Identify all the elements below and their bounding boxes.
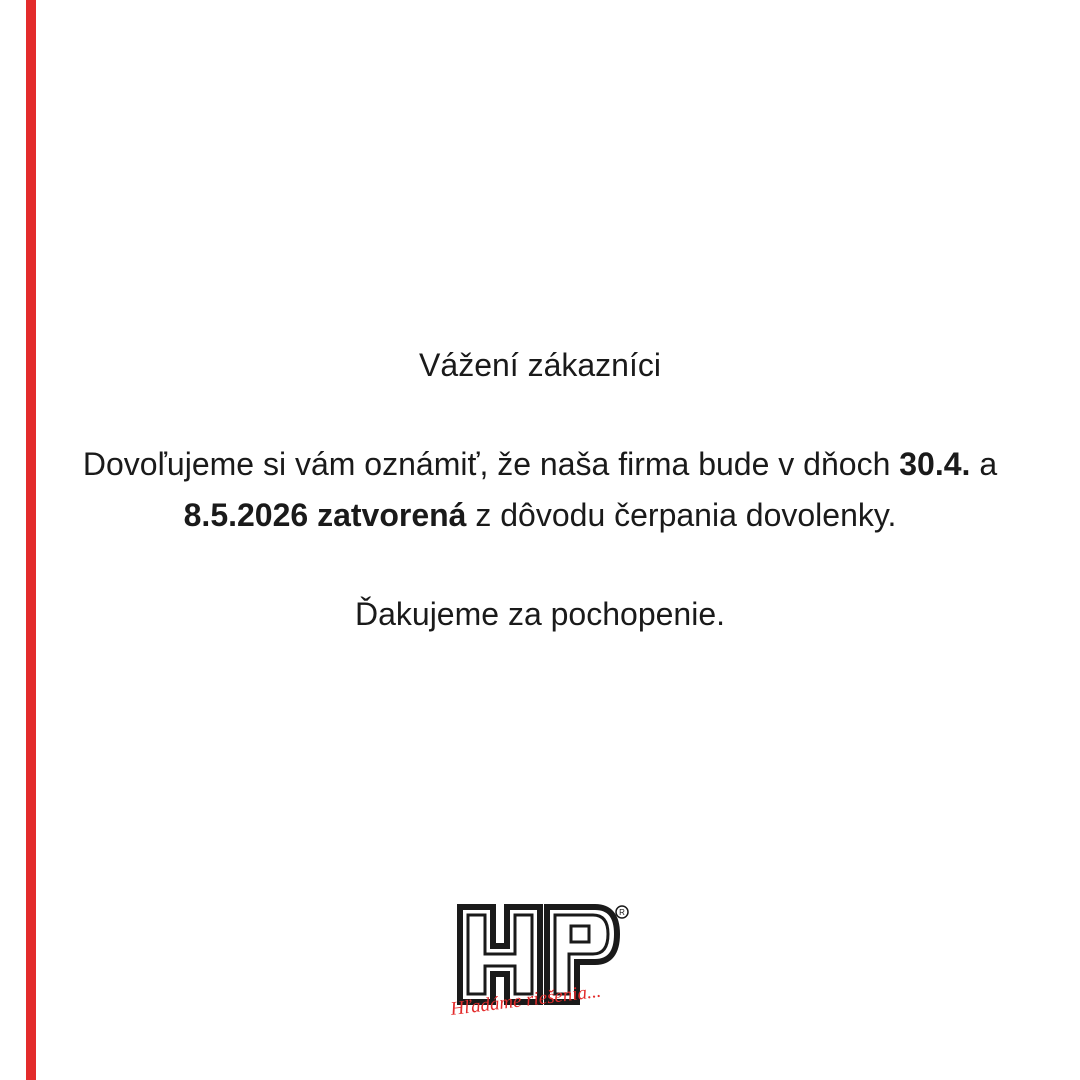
spacer: [80, 541, 1000, 589]
red-accent-bar: [26, 0, 36, 1080]
spacer: [80, 391, 1000, 439]
thanks-line: Ďakujeme za pochopenie.: [354, 596, 725, 632]
closure-date-2: 8.5.2026 zatvorená: [183, 497, 467, 533]
body-text-1: Dovoľujeme si vám oznámiť, že naša firma bude v dňoch: [82, 446, 900, 482]
notice-body: [80, 439, 1000, 541]
hp-logo: [455, 902, 630, 1042]
brand-tagline: Hľadáme riešenia...: [449, 980, 603, 1021]
registered-mark: R: [619, 908, 625, 917]
body-text-2: a: [970, 446, 998, 482]
body-text-3: z dôvodu čerpania dovolenky.: [466, 497, 897, 533]
greeting: Vážení zákazníci: [419, 347, 661, 383]
closure-notice: [80, 340, 1000, 640]
closure-date-1: 30.4.: [899, 446, 971, 482]
